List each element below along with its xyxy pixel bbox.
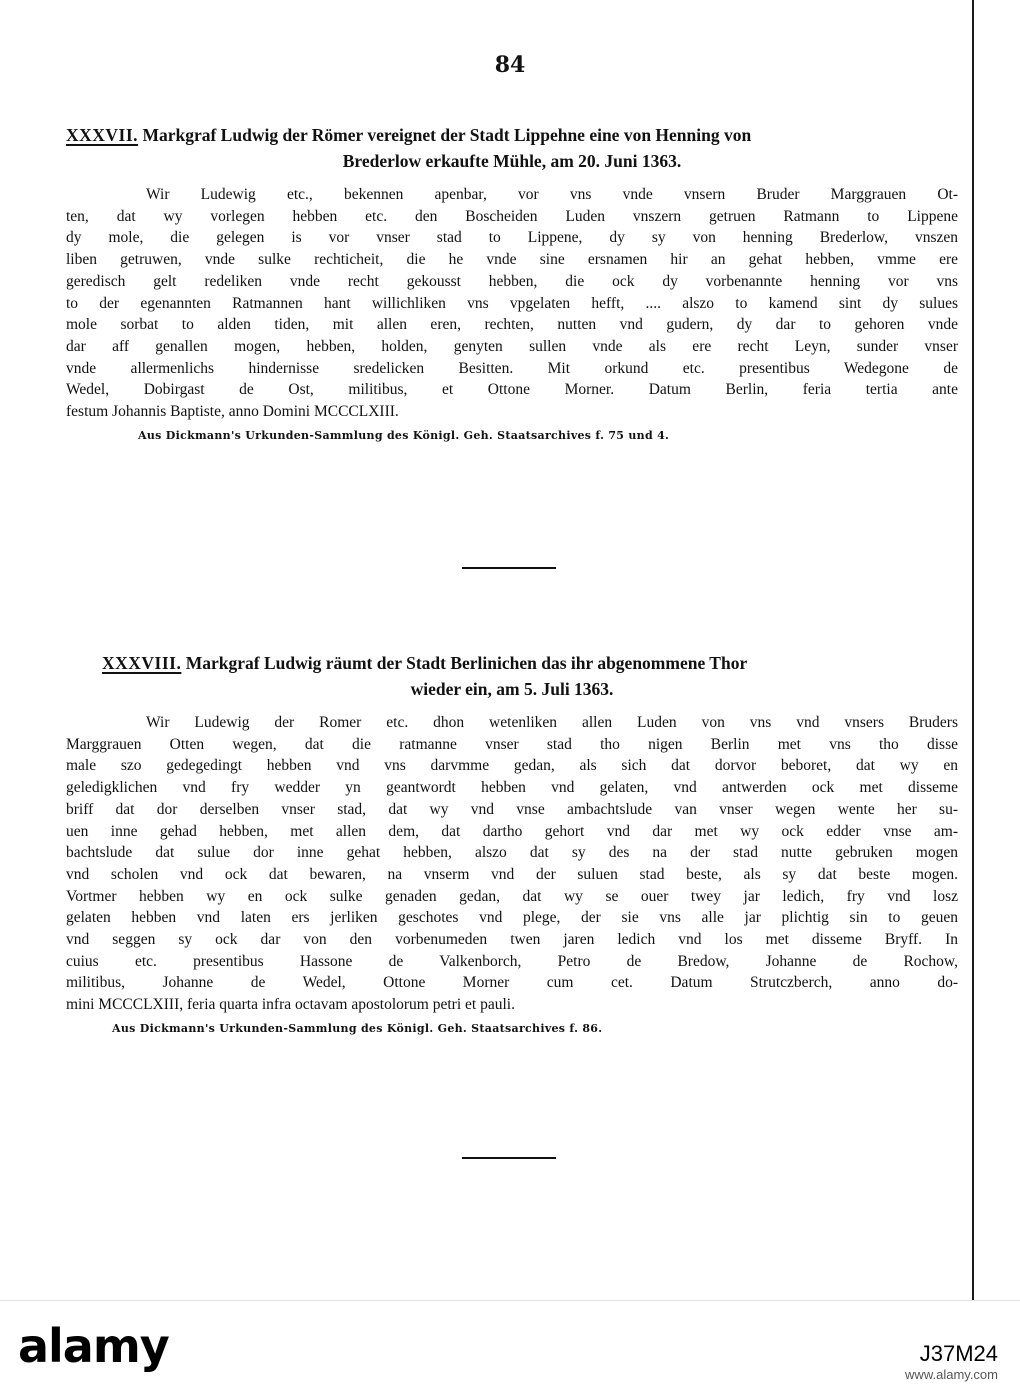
page-number: 84 xyxy=(494,52,526,78)
body-line: male szo gedegedingt hebben vnd vns darvmme gedan, als sich dat dorvor beboret, dat wy en xyxy=(66,757,958,775)
document-body xyxy=(66,184,958,423)
body-line: geledigklichen vnd fry wedder yn geantwordt hebben vnd gelaten, vnd antwerden ock met disseme xyxy=(66,779,958,797)
body-line: uen inne gehad hebben, met allen dem, dat dartho gehort vnd dar met wy ock edder vnse am- xyxy=(66,822,958,840)
source-citation: Aus Dickmann's Urkunden-Sammlung des Königl. Geh. Staatsarchives f. 75 und 4. xyxy=(138,428,670,442)
document-title-line2: Brederlow erkaufte Mühle, am 20. Juni 1363. xyxy=(342,151,682,171)
body-line: cuius etc. presentibus Hassone de Valkenborch, Petro de Bredow, Johanne de Rochow, xyxy=(66,952,958,970)
body-line: mole sorbat to alden tiden, mit allen eren, rechten, nutten vnd gudern, dy dar to gehoren vnde xyxy=(66,316,958,334)
section-divider xyxy=(462,1157,556,1159)
document-numeral: XXXVIII. xyxy=(102,653,182,673)
stock-site: www.alamy.com xyxy=(905,1367,998,1382)
body-line: militibus, Johanne de Wedel, Ottone Morner cum cet. Datum Strutczberch, anno do- xyxy=(66,974,958,992)
document-title-line2: wieder ein, am 5. Juli 1363. xyxy=(410,679,614,699)
source-citation: Aus Dickmann's Urkunden-Sammlung des Königl. Geh. Staatsarchives f. 86. xyxy=(112,1021,603,1035)
section-divider xyxy=(462,567,556,569)
document-heading xyxy=(66,650,958,702)
body-line: gelaten hebben vnd laten ers jerliken geschotes vnd plege, der sie vns alle jar plichtig sin to geuen xyxy=(66,909,958,927)
body-line: vnde allermenlichs hindernisse sredelicken Besitten. Mit orkund etc. presentibus Wedegone de xyxy=(66,359,958,377)
body-line: Wir Ludewig etc., bekennen apenbar, vor vns vnde vnsern Bruder Marggrauen Ot- xyxy=(146,186,958,203)
body-line: Vortmer hebben wy en ock sulke genaden gedan, dat wy se ouer twey jar ledich, fry vnd losz xyxy=(66,887,958,905)
document-title-line1: Markgraf Ludwig räumt der Stadt Berlinichen das ihr abgenommene Thor xyxy=(185,653,748,673)
stock-watermark-bar xyxy=(0,1300,1020,1391)
document-xxxvii xyxy=(66,122,958,442)
body-line: festum Johannis Baptiste, anno Domini MCCCLXIII. xyxy=(66,403,399,421)
body-line: dar aff genallen mogen, hebben, holden, genyten sullen vnde als ere recht Leyn, sunder vnser xyxy=(66,337,958,355)
document-heading xyxy=(66,122,958,174)
body-line: dy mole, die gelegen is vor vnser stad to Lippene, dy sy von henning Brederlow, vnszen xyxy=(66,229,958,247)
body-line: to der egenannten Ratmannen hant willichliken vns vpgelaten hefft, .... alszo to kamend sint dy sulues xyxy=(66,294,958,312)
document-body xyxy=(66,712,958,1016)
document-xxxviii xyxy=(66,650,958,1035)
body-line: Marggrauen Otten wegen, dat die ratmanne vnser stad tho nigen Berlin met vns tho disse xyxy=(66,735,958,753)
body-line: ten, dat wy vorlegen hebben etc. den Boscheiden Luden vnszern getruen Ratmann to Lippene xyxy=(66,207,958,225)
body-line: mini MCCCLXIII, feria quarta infra octavam apostolorum petri et pauli. xyxy=(66,996,515,1014)
alamy-logo: alamy xyxy=(18,1319,169,1373)
body-line: geredisch gelt redeliken vnde recht gekousst hebben, die ock dy vorbenannte henning vor vns xyxy=(66,272,958,290)
body-line: vnd seggen sy ock dar von den vorbenumeden twen jaren ledich vnd los met disseme Bryff. In xyxy=(66,931,958,949)
body-line: briff dat dor derselben vnser stad, dat wy vnd vnse ambachtslude van vnser wegen wente her su- xyxy=(66,800,958,818)
stock-image-id: J37M24 xyxy=(919,1341,998,1366)
body-line: bachtslude dat sulue dor inne gehat hebben, alszo dat sy des na der stad nutte gebruken mogen xyxy=(66,844,958,862)
page-edge-line xyxy=(972,0,974,1300)
body-line: liben getruwen, vnde sulke rechticheit, die he vnde sine ersnamen hir an gehat hebben, vmme ere xyxy=(66,251,958,269)
body-line: vnd scholen vnd ock dat bewaren, na vnserm vnd der suluen stad beste, als sy dat beste mogen. xyxy=(66,865,958,883)
body-line: Wir Ludewig der Romer etc. dhon wetenliken allen Luden von vns vnd vnsers Bruders xyxy=(146,714,958,731)
document-title-line1: Markgraf Ludwig der Römer vereignet der Stadt Lippehne eine von Henning von xyxy=(142,125,752,145)
body-line: Wedel, Dobirgast de Ost, militibus, et Ottone Morner. Datum Berlin, feria tertia ante xyxy=(66,381,958,399)
document-numeral: XXXVII. xyxy=(66,125,139,145)
